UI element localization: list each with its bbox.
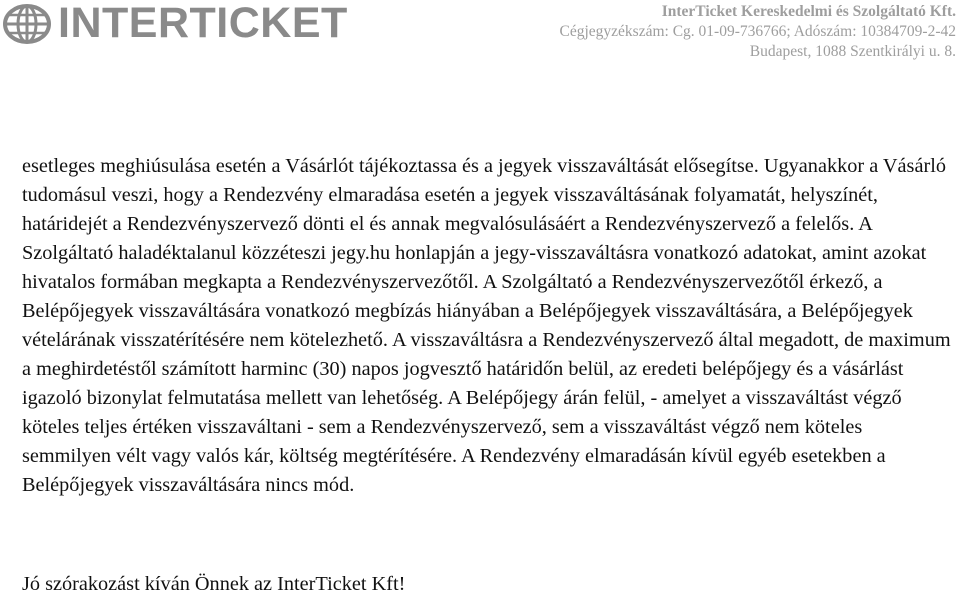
company-info: [560, 2, 956, 62]
company-registration: Cégjegyzékszám: Cg. 01-09-736766; Adószám: 10384709-2-42: [559, 23, 956, 40]
company-logo: [2, 2, 348, 45]
company-address: Budapest, 1088 Szentkirályi u. 8.: [749, 43, 956, 60]
company-name: InterTicket Kereskedelmi és Szolgáltató Kft.: [661, 3, 956, 20]
closing-line: Jó szórakozást kíván Önnek az InterTicket Kft!: [22, 573, 406, 595]
globe-icon: [2, 3, 52, 45]
document-body: [22, 152, 952, 500]
body-paragraph: esetleges meghiúsulása esetén a Vásárlót tájékoztassa és a jegyek visszaváltását elősegítse. Ugyanakkor a Vásárló tudomásul veszi, hogy a Rendezvény elmaradása esetén a jegyek visszaváltásának folyamatát, helyszínét, határidejét a Rendezvényszervező dönti el és annak megvalósulásáért a Rendezvényszervező a felelős. A Szolgáltató haladéktalanul közzéteszi jegy.hu honlapján a jegy-visszaváltásra vonatkozó adatokat, amint azokat hivatalos formában megkapta a Rendezvényszervezőtől. A Szolgáltató a Rendezvényszervezőtől érkező, a Belépőjegyek visszaváltására vonatkozó megbízás hiányában a Belépőjegyek visszaváltására, a Belépőjegyek vételárának visszatérítésére nem kötelezhető. A visszaváltásra a Rendezvényszervező által megadott, de maximum a meghirdetéstől számított harminc (30) napos jogvesztő határidőn belül, az eredeti belépőjegy és a vásárlást igazoló bizonylat felmutatása mellett van lehetőség. A Belépőjegy árán felül, - amelyet a visszaváltást végző köteles teljes értéken visszaváltani - sem a Rendezvényszervező, sem a visszaváltást végző nem köteles semmilyen vélt vagy valós kár, költség megtérítésére. A Rendezvény elmaradásán kívül egyéb esetekben a Belépőjegyek visszaváltására nincs mód.: [22, 155, 951, 496]
page-header: [0, 0, 960, 110]
logo-wordmark: INTERTICKET: [58, 0, 348, 47]
